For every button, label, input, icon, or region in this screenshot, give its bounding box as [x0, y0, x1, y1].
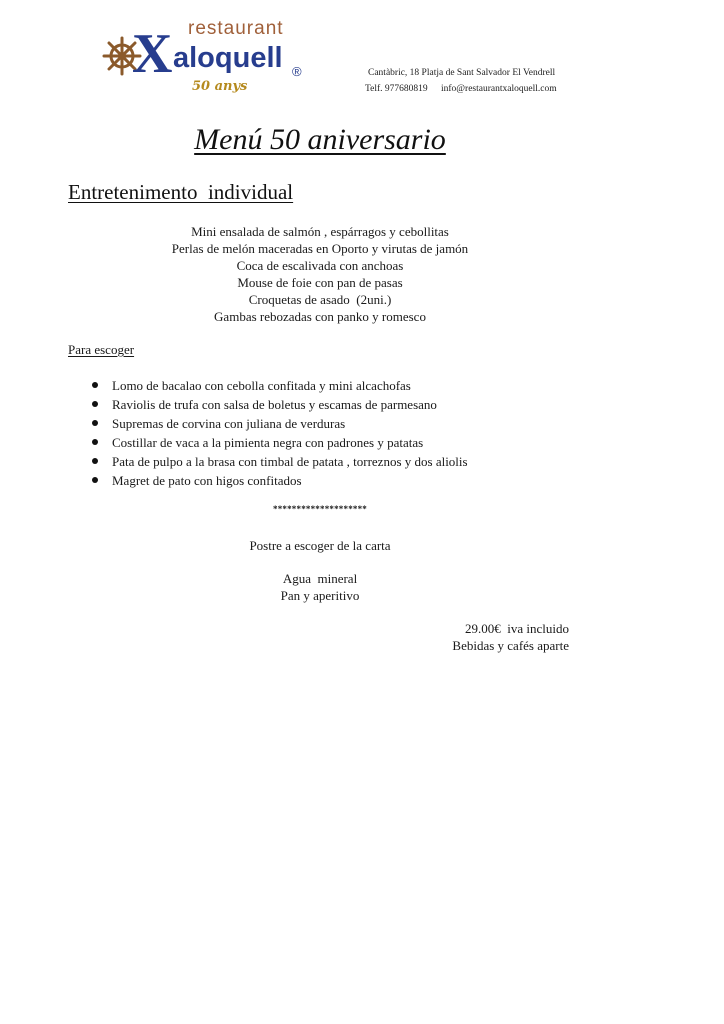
bullet-icon — [92, 420, 98, 426]
starter-item: Mouse de foie con pan de pasas — [237, 275, 403, 290]
starter-item: Gambas rebozadas con panko y romesco — [214, 309, 426, 324]
main-course-label: Raviolis de trufa con salsa de boletus y escamas de parmesano — [112, 397, 437, 412]
starter-item: Mini ensalada de salmón , espárragos y cebollitas — [191, 224, 449, 239]
menu-subtitle: Entretenimento individual — [68, 180, 294, 204]
main-course-item — [92, 433, 468, 452]
main-course-item — [92, 414, 468, 433]
bullet-icon — [92, 401, 98, 407]
separator-line: ******************** — [273, 504, 367, 514]
starter-item: Coca de escalivada con anchoas — [236, 258, 404, 273]
bullet-icon — [92, 382, 98, 388]
main-course-label: Pata de pulpo a la brasa con timbal de patata , torreznos y dos aliolis — [112, 454, 468, 469]
bread-line: Pan y aperitivo — [280, 588, 360, 603]
main-course-label: Magret de pato con higos confitados — [112, 473, 302, 488]
choose-heading: Para escoger — [68, 342, 135, 357]
starters-list — [140, 223, 500, 325]
registered-mark: ® — [292, 64, 302, 79]
contact-address: Cantàbric, 18 Platja de Sant Salvador El Vendrell — [368, 68, 556, 78]
main-course-item — [92, 452, 468, 471]
starter-item: Croquetas de asado (2uni.) — [248, 292, 392, 307]
main-course-item — [92, 471, 468, 490]
logo-restaurant-text: restaurant — [188, 18, 284, 39]
main-course-label: Lomo de bacalao con cebolla confitada y mini alcachofas — [112, 378, 411, 393]
water-line: Agua mineral — [282, 571, 358, 586]
bullet-icon — [92, 439, 98, 445]
bullet-icon — [92, 458, 98, 464]
main-course-item — [92, 395, 468, 414]
main-course-list — [92, 376, 468, 490]
dessert-line: Postre a escoger de la carta — [249, 538, 391, 553]
logo-name: aloquell — [173, 42, 283, 74]
starter-item: Perlas de melón maceradas en Oporto y virutas de jamón — [171, 241, 469, 256]
menu-title: Menú 50 aniversario — [194, 123, 446, 156]
price-line: 29.00€ iva incluido — [465, 621, 569, 636]
contact-email[interactable]: info@restaurantxaloquell.com — [441, 84, 557, 94]
main-course-label: Supremas de corvina con juliana de verduras — [112, 416, 346, 431]
bullet-icon — [92, 477, 98, 483]
main-course-label: Costillar de vaca a la pimienta negra con padrones y patatas — [112, 435, 424, 450]
main-course-item — [92, 376, 468, 395]
drinks-note: Bebidas y cafés aparte — [452, 638, 569, 653]
logo-anniversary: 50 anys — [192, 79, 248, 94]
logo-x-letter: X — [132, 23, 173, 85]
restaurant-logo — [100, 18, 315, 100]
contact-phone: Telf. 977680819 — [365, 84, 428, 94]
